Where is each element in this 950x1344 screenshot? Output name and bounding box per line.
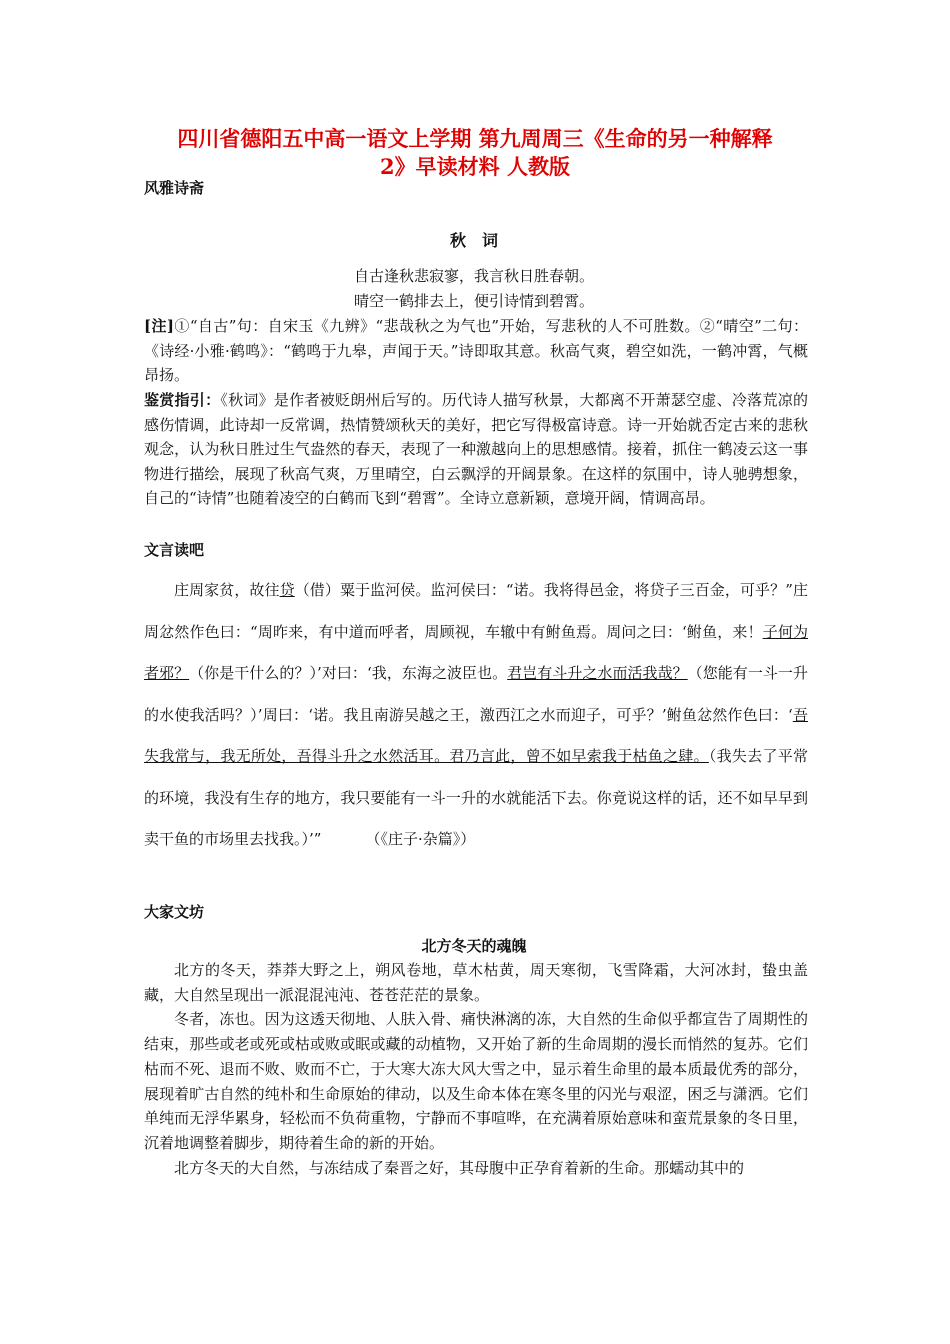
appreciation-guide <box>144 388 808 511</box>
section-heading-essay: 大家文坊 <box>144 903 205 921</box>
classical-text-2: （借）粟于监河侯。监河侯曰：“诺。我将得邑金，将贷子三百金，可乎？”庄周忿然作色曰：“周昨来，有中道而呼者，周顾视，车辙中有鲋鱼焉。周问之曰：‘鲋鱼，来！ <box>144 581 808 641</box>
classical-underline-word: 贷 <box>279 581 295 599</box>
guide-label: 鉴赏指引： <box>144 391 221 409</box>
essay-paragraph-1: 北方的冬天，莽莽大野之上，朔风卷地，草木枯黄，周天寒彻，飞雪降霜，大河冰封，蛰虫盖藏，大自然呈现出一派混混沌沌、苍苍茫茫的景象。 <box>144 961 808 1004</box>
classical-source: （《庄子·杂篇》） <box>365 830 476 848</box>
title-line-1: 四川省德阳五中高一语文上学期 第九周周三《生命的另一种解释 <box>177 126 773 151</box>
classical-underline-phrase-3: 吾失我常与，我无所处，吾得斗升之水然活耳。君乃言此，曾不如早索我于枯鱼之肆。 <box>144 705 808 765</box>
section-heading-classical: 文言读吧 <box>144 541 205 559</box>
note-text: ①“自古”句：自宋玉《九辨》“悲哉秋之为气也”开始，写悲秋的人不可胜数。②“晴空”二句：《诗经·小雅·鹤鸣》：“鹤鸣于九皋，声闻于天。”诗即取其意。秋高气爽，碧空如洗，一鹤冲霄，气概昂扬。 <box>144 317 808 384</box>
classical-underline-phrase-1: 子何为者邪？ <box>144 622 808 682</box>
poem-line-2: 晴空一鹤排去上，便引诗情到碧霄。 <box>353 292 594 310</box>
classical-text-4: （您能有一斗一升的水使我活吗？）’周曰：‘诺。我且南游吴越之王，激西江之水而迎子，可乎？’鲋鱼忿然作色曰：‘ <box>144 664 808 724</box>
poem-line-1: 自古逢秋悲寂寥，我言秋日胜春朝。 <box>353 267 594 285</box>
classical-underline-phrase-2: 君岂有斗升之水而活我哉？ <box>507 664 688 682</box>
guide-text: 《秋词》是作者被贬朗州后写的。历代诗人描写秋景，大都离不开萧瑟空虚、冷落荒凉的感伤情调，此诗却一反常调，热情赞颂秋天的美好，把它写得极富诗意。诗一开始就否定古来的悲秋观念，认为秋日胜过生气盎然的春天，表现了一种激越向上的思想感情。接着，抓住一鹤凌云这一事物进行描绘，展现了秋高气爽，万里晴空，白云飘浮的开阔景象。在这样的氛围中，诗人驰骋想象，自己的“诗情”也随着凌空的白鹤而飞到“碧霄”。全诗立意新颖，意境开阔，情调高昂。 <box>144 391 808 507</box>
essay-paragraph-2: 冬者，冻也。因为这透天彻地、人肤入骨、痛快淋漓的冻，大自然的生命似乎都宣告了周期性的结束，那些或老或死或枯或败或眠或藏的动植物，又开始了新的生命周期的漫长而悄然的复苏。它们枯而不死、退而不败、败而不亡，于大寒大冻大风大雪之中，显示着生命里的最本质最优秀的部分，展现着旷古自然的纯朴和生命原始的律动，以及生命本体在寒冬里的闪光与艰涩，困乏与潇洒。它们单纯而无浮华累身，轻松而不负荷重物，宁静而不事喧哗，在充满着原始意味和蛮荒景象的冬日里，沉着地调整着脚步，期待着生命的新的开始。 <box>144 1010 808 1152</box>
note-label: [注] <box>144 317 175 335</box>
essay-paragraph-3: 北方冬天的大自然，与冻结成了秦晋之好，其母腹中正孕育着新的生命。那蠕动其中的 <box>174 1158 745 1177</box>
title-line-2: 2》早读材料 人教版 <box>380 154 570 179</box>
document-title <box>140 125 810 181</box>
classical-text-1: 庄周家贫，故往 <box>174 581 280 599</box>
classical-passage <box>144 570 808 861</box>
classical-text-5: （我失去了平常的环境，我没有生存的地方，我只要能有一斗一升的水就能活下去。你竟说这样的话，还不如早早到卖干鱼的市场里去找我。）’” <box>144 747 808 848</box>
classical-text-3: （你是干什么的？）’对曰：‘我，东海之波臣也。 <box>189 664 508 682</box>
poem-title: 秋 词 <box>449 231 498 250</box>
essay-title: 北方冬天的魂魄 <box>421 937 527 955</box>
essay-body <box>144 958 808 1180</box>
section-heading-poetry: 风雅诗斋 <box>144 179 205 197</box>
poem-note <box>144 314 808 388</box>
